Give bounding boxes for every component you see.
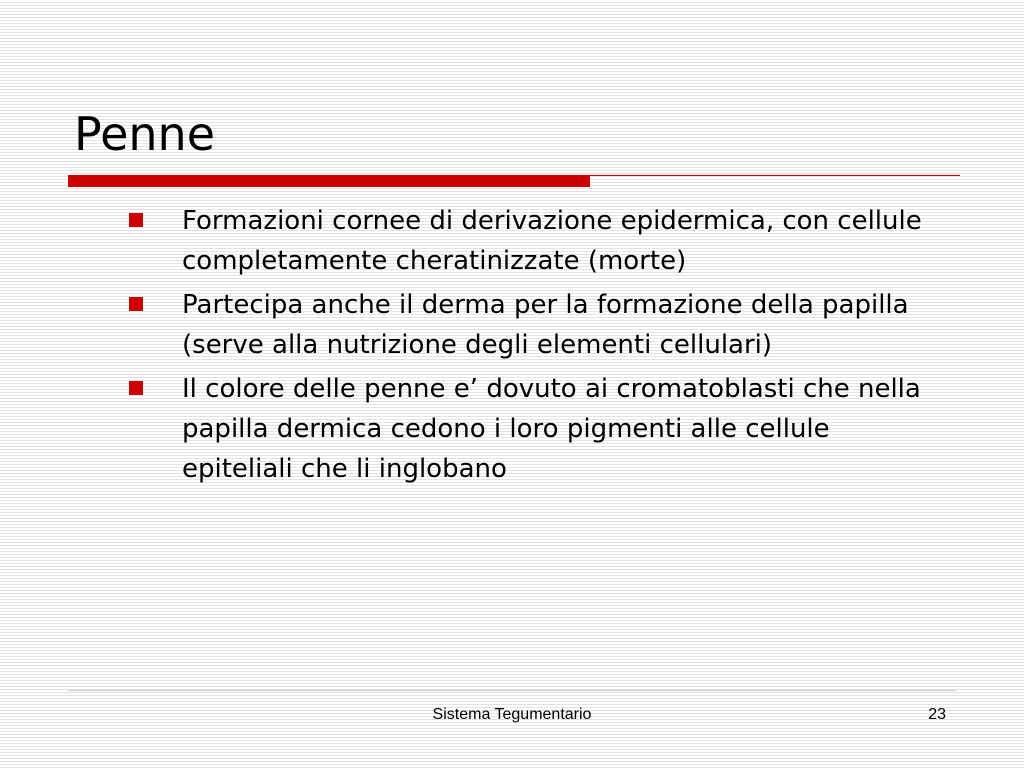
title-rule: [590, 175, 960, 176]
square-bullet-icon: [129, 297, 143, 311]
bullet-text: Formazioni cornee di derivazione epidermica, con cellule completamente cheratinizzate (morte): [182, 206, 922, 276]
slide-title: Penne: [74, 107, 216, 161]
bullet-list: [127, 201, 947, 493]
title-accent-bar: [68, 175, 590, 187]
footer-text: Sistema Tegumentario: [432, 706, 592, 723]
bullet-item: [127, 201, 947, 281]
square-bullet-icon: [129, 381, 143, 395]
footer-rule: [68, 690, 956, 691]
bullet-text: Partecipa anche il derma per la formazione della papilla (serve alla nutrizione degli elementi cellulari): [182, 290, 909, 360]
bullet-item: [127, 285, 947, 365]
bullet-item: [127, 369, 947, 489]
square-bullet-icon: [129, 213, 143, 227]
page-number: 23: [928, 706, 946, 723]
bullet-text: Il colore delle penne e’ dovuto ai cromatoblasti che nella papilla dermica cedono i loro pigmenti alle cellule epiteliali che li inglobano: [182, 374, 921, 484]
